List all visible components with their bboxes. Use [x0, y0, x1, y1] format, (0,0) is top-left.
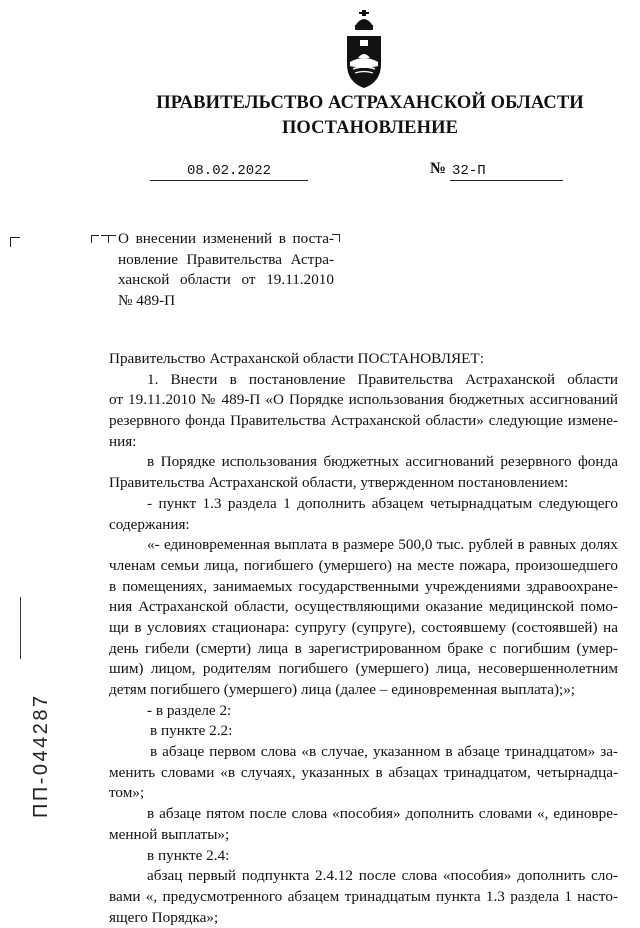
- body-line: ящего Порядка»;: [109, 908, 219, 926]
- subject-line: № 489-П: [118, 292, 176, 310]
- body-line: Правительство Астраханской области ПОСТАНОВЛЯЕТ:: [109, 350, 484, 367]
- body-line: - пункт 1.3 раздела 1 дополнить абзацем четырнадцатым следующего: [147, 494, 618, 512]
- body-line: в Порядке использования бюджетных ассигнований резервного фонда: [147, 453, 618, 471]
- body-line: в помещениях, занимаемых государственными учреждениями здравоохране-: [109, 577, 618, 595]
- subject-line: О внесении изменений в поста-: [118, 230, 334, 247]
- subject-block: [118, 229, 334, 312]
- body-line: детям погибшего (умершего) лица (далее – единовременная выплата);»;: [109, 681, 576, 698]
- body-line: резервного фонда Правительства Астраханской области» следующие измене-: [109, 412, 618, 430]
- subject-bracket-left-second: [108, 235, 116, 243]
- document-date: 08.02.2022: [150, 163, 308, 181]
- doc-type-title: ПОСТАНОВЛЕНИЕ: [281, 118, 459, 138]
- margin-serial-number: ПП-044287: [30, 693, 52, 818]
- emblem-icon: [343, 10, 385, 90]
- body-line: щи в условиях стационара: супругу (супруге), состоявшему (состоявшей) на: [109, 618, 618, 636]
- org-title: ПРАВИТЕЛЬСТВО АСТРАХАНСКОЙ ОБЛАСТИ: [156, 93, 584, 113]
- decree-body: [109, 349, 618, 928]
- body-line: вами «, предусмотренного абзацем тринадцатым пункта 1.3 раздела 1 насто-: [109, 887, 618, 905]
- body-line: 1. Внести в постановление Правительства Астраханской области: [147, 370, 618, 388]
- body-line: от 19.11.2010 № 489-П «О Порядке использования бюджетных ассигнований: [109, 391, 618, 409]
- body-line: Правительства Астраханской области, утвержденном постановлением:: [109, 474, 569, 492]
- body-line: в пункте 2.4:: [147, 846, 230, 864]
- body-line: «- единовременная выплата в размере 500,0 тыс. рублей в равных долях: [147, 536, 618, 554]
- document-number: 32-П: [450, 163, 563, 181]
- body-line: том»;: [109, 784, 145, 802]
- body-line: в абзаце пятом после слова «пособия» дополнить словами «, единовре-: [147, 805, 618, 823]
- body-line: членам семьи лица, погибшего (умершего) на месте пожара, произошедшего: [109, 556, 618, 574]
- subject-line: ханской области от 19.11.2010: [118, 271, 334, 289]
- body-line: ния Астраханской области, осуществляющими оказание медицинской помо-: [109, 598, 618, 616]
- body-line: менить словами «в случаях, указанных в абзацах тринадцатом, четырнадца-: [109, 763, 618, 781]
- body-line: содержания:: [109, 515, 190, 533]
- body-line: в абзаце первом слова «в случае, указанном в абзаце тринадцатом» за-: [150, 743, 618, 761]
- margin-vertical-line: [20, 597, 21, 659]
- subject-bracket-left-outer: [91, 235, 99, 243]
- document-number-label: №: [430, 160, 447, 177]
- body-line: абзац первый подпункта 2.4.12 после слова «пособия» дополнить сло-: [147, 867, 618, 885]
- subject-line: новление Правительства Астра-: [118, 250, 334, 268]
- body-line: - в разделе 2:: [147, 701, 232, 719]
- body-line: ния:: [109, 432, 137, 450]
- body-line: день гибели (смерти) лица в зарегистрированном браке с погибшим (умер-: [109, 639, 618, 657]
- left-corner-mark: [10, 237, 20, 247]
- body-line: менной выплаты»;: [109, 825, 230, 843]
- body-line: шим) лицом, родителям погибшего (умершего) лица, несовершеннолетним: [109, 660, 618, 678]
- body-line: в пункте 2.2:: [150, 722, 233, 740]
